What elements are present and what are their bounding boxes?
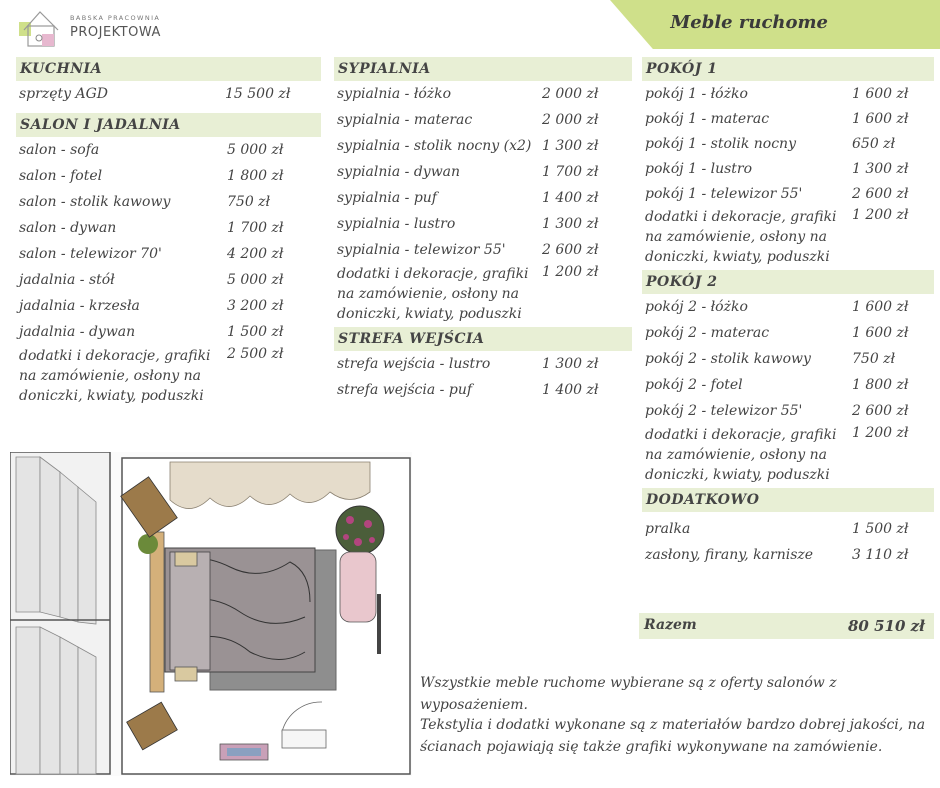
- list-item: [334, 81, 632, 107]
- item-name: dodatki i dekoracje, grafiki na zamówienie, osłony na doniczki, kwiaty, poduszki: [645, 427, 837, 483]
- item-price: 2 600 zł: [852, 403, 909, 419]
- list-item: [642, 542, 934, 568]
- item-price: 3 200 zł: [227, 298, 284, 314]
- list-item: [642, 131, 934, 156]
- item-name: sypialnia - dywan: [337, 164, 461, 180]
- list-item: [16, 81, 321, 107]
- item-price: 3 110 zł: [852, 547, 909, 563]
- list-item: [642, 106, 934, 131]
- total-row: [639, 613, 934, 639]
- item-price: 4 200 zł: [227, 246, 284, 262]
- item-price: 1 800 zł: [227, 168, 284, 184]
- item-name: pokój 1 - łóżko: [645, 86, 748, 102]
- item-price: 1 500 zł: [852, 521, 909, 537]
- list-item: [642, 81, 934, 106]
- item-name: sypialnia - telewizor 55': [337, 242, 506, 258]
- section-header: DODATKOWO: [642, 488, 934, 512]
- item-name: strefa wejścia - puf: [337, 382, 473, 398]
- note-furniture: Wszystkie meble ruchome wybierane są z oferty salonów z wyposażeniem.: [420, 675, 837, 713]
- section-header: SYPIALNIA: [334, 57, 632, 81]
- list-item: [16, 293, 321, 319]
- list-item: [334, 263, 632, 327]
- item-name: zasłony, firany, karnisze: [645, 547, 814, 563]
- list-item: [16, 137, 321, 163]
- item-price: 1 600 zł: [852, 299, 909, 315]
- item-price: 750 zł: [227, 194, 271, 210]
- section-header: SALON I JADALNIA: [16, 113, 321, 137]
- item-price: 1 200 zł: [542, 264, 599, 280]
- item-name: sypialnia - stolik nocny (x2): [337, 138, 532, 154]
- list-item: [16, 319, 321, 345]
- item-price: 1 700 zł: [227, 220, 284, 236]
- list-item: [16, 267, 321, 293]
- item-name: pokój 2 - telewizor 55': [645, 403, 803, 419]
- list-item: [642, 294, 934, 320]
- item-price: 1 600 zł: [852, 111, 909, 127]
- list-item: [642, 206, 934, 270]
- list-item: [334, 133, 632, 159]
- item-name: jadalnia - stół: [19, 272, 115, 288]
- item-name: pokój 2 - stolik kawowy: [645, 351, 811, 367]
- item-price: 2 600 zł: [542, 242, 599, 258]
- item-price: 650 zł: [852, 136, 896, 152]
- item-price: 2 600 zł: [852, 186, 909, 202]
- list-item: [642, 181, 934, 206]
- item-name: dodatki i dekoracje, grafiki na zamówienie, osłony na doniczki, kwiaty, poduszki: [337, 266, 529, 322]
- logo-text-big: PROJEKTOWA: [70, 25, 161, 40]
- item-name: pokój 1 - telewizor 55': [645, 186, 803, 202]
- item-price: 1 700 zł: [542, 164, 599, 180]
- list-item: [16, 345, 321, 405]
- list-item: [16, 163, 321, 189]
- item-price: 1 300 zł: [852, 161, 909, 177]
- item-name: sprzęty AGD: [19, 86, 109, 102]
- list-item: [334, 237, 632, 263]
- item-name: pokój 1 - stolik nocny: [645, 136, 796, 152]
- item-price: 1 400 zł: [542, 382, 599, 398]
- item-name: pokój 1 - materac: [645, 111, 770, 127]
- list-item: [642, 320, 934, 346]
- item-name: sypialnia - lustro: [337, 216, 456, 232]
- column-3: [642, 57, 934, 568]
- list-item: [642, 372, 934, 398]
- item-name: dodatki i dekoracje, grafiki na zamówienie, osłony na doniczki, kwiaty, poduszki: [19, 348, 211, 404]
- item-price: 1 200 zł: [852, 425, 909, 441]
- item-price: 1 500 zł: [227, 324, 284, 340]
- item-name: salon - stolik kawowy: [19, 194, 171, 210]
- item-name: salon - telewizor 70': [19, 246, 162, 262]
- section-header: POKÓJ 2: [642, 270, 934, 294]
- total-value: 80 510 zł: [848, 617, 925, 635]
- section-header: KUCHNIA: [16, 57, 321, 81]
- item-name: salon - dywan: [19, 220, 117, 236]
- list-item: [334, 185, 632, 211]
- item-price: 1 200 zł: [852, 207, 909, 223]
- item-name: sypialnia - materac: [337, 112, 473, 128]
- column-2: [334, 57, 632, 403]
- item-name: sypialnia - łóżko: [337, 86, 452, 102]
- item-name: salon - sofa: [19, 142, 100, 158]
- logo-house-icon: [18, 8, 78, 48]
- list-item: [16, 215, 321, 241]
- list-item: [16, 189, 321, 215]
- list-item: [642, 516, 934, 542]
- item-name: dodatki i dekoracje, grafiki na zamówienie, osłony na doniczki, kwiaty, poduszki: [645, 209, 837, 265]
- list-item: [642, 156, 934, 181]
- item-price: 15 500 zł: [225, 86, 291, 102]
- logo-text-small: BABSKA PRACOWNIA: [70, 14, 161, 22]
- item-name: pralka: [645, 521, 691, 537]
- item-price: 1 600 zł: [852, 325, 909, 341]
- item-price: 5 000 zł: [227, 142, 284, 158]
- bedroom-floor-plan-illustration: [10, 452, 412, 776]
- item-price: 2 000 zł: [542, 112, 599, 128]
- section-header: POKÓJ 1: [642, 57, 934, 81]
- item-price: 5 000 zł: [227, 272, 284, 288]
- column-1: [16, 57, 321, 405]
- item-name: strefa wejścia - lustro: [337, 356, 491, 372]
- item-price: 2 000 zł: [542, 86, 599, 102]
- item-price: 2 500 zł: [227, 346, 284, 362]
- item-price: 1 300 zł: [542, 216, 599, 232]
- list-item: [642, 424, 934, 488]
- item-price: 1 400 zł: [542, 190, 599, 206]
- item-name: jadalnia - dywan: [19, 324, 136, 340]
- list-item: [334, 159, 632, 185]
- logo: [18, 8, 168, 48]
- item-name: sypialnia - puf: [337, 190, 437, 206]
- item-name: pokój 1 - lustro: [645, 161, 753, 177]
- item-price: 1 300 zł: [542, 138, 599, 154]
- page-title: Meble ruchome: [670, 12, 828, 33]
- item-name: salon - fotel: [19, 168, 103, 184]
- item-name: pokój 2 - materac: [645, 325, 770, 341]
- list-item: [642, 346, 934, 372]
- list-item: [334, 377, 632, 403]
- item-price: 1 800 zł: [852, 377, 909, 393]
- total-label: Razem: [644, 617, 697, 633]
- list-item: [334, 211, 632, 237]
- item-name: pokój 2 - łóżko: [645, 299, 748, 315]
- list-item: [334, 351, 632, 377]
- item-price: 1 300 zł: [542, 356, 599, 372]
- list-item: [642, 398, 934, 424]
- item-price: 1 600 zł: [852, 86, 909, 102]
- section-header: STREFA WEJŚCIA: [334, 327, 632, 351]
- list-item: [334, 107, 632, 133]
- list-item: [16, 241, 321, 267]
- note-textiles: Tekstylia i dodatki wykonane są z materiałów bardzo dobrej jakości, na ścianach pojawiają się także grafiki wykonywane na zamówienie.: [420, 717, 926, 755]
- item-name: pokój 2 - fotel: [645, 377, 743, 393]
- item-name: jadalnia - krzesła: [19, 298, 140, 314]
- item-price: 750 zł: [852, 351, 896, 367]
